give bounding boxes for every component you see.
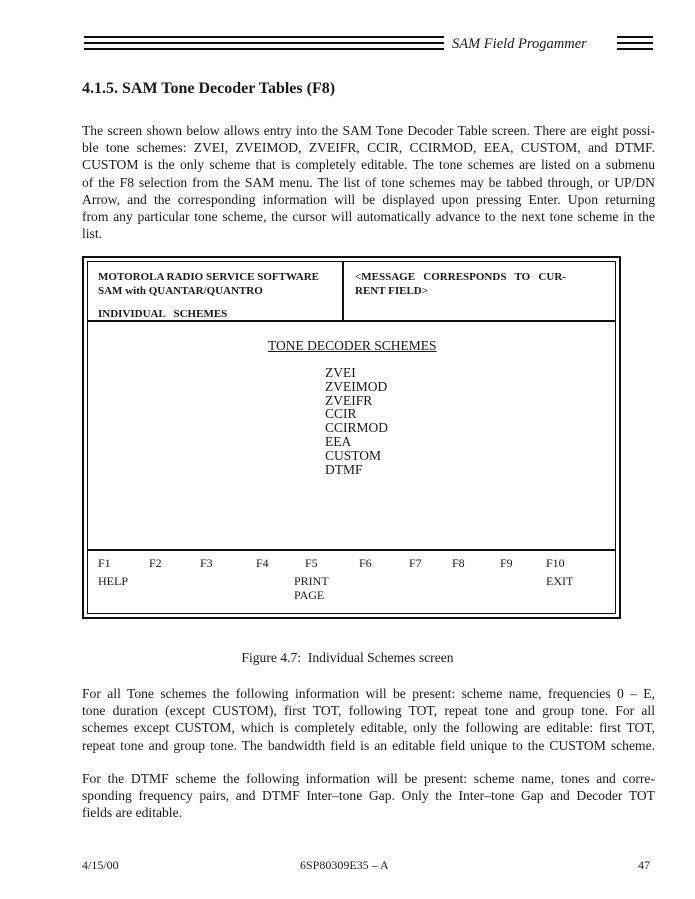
scheme-item-zvei[interactable]: ZVEI bbox=[325, 365, 356, 380]
function-key-f4[interactable]: F4 bbox=[256, 556, 269, 570]
footer-doc-number: 6SP80309E35 – A bbox=[300, 858, 389, 872]
paragraph-line: For all Tone schemes the following information will be present: scheme name, frequencies 0 – E, bbox=[82, 686, 655, 701]
scheme-item-zveifr[interactable]: ZVEIFR bbox=[325, 392, 373, 408]
intro-line: Arrow, and the corresponding information will be displayed upon pressing Enter. Upon returning bbox=[82, 191, 655, 207]
intro-line: of the F8 selection from the SAM menu. The list of tone schemes may be tabbed through, or UP/DN bbox=[82, 174, 655, 190]
function-key-f7[interactable]: F7 bbox=[409, 556, 422, 570]
header-rule-right-2 bbox=[617, 42, 653, 44]
software-title bbox=[98, 270, 319, 298]
intro-line: ble tone schemes: ZVEI, ZVEIMOD, ZVEIFR, CCIR, CCIRMOD, EEA, CUSTOM, and DTMF. bbox=[82, 140, 655, 156]
scheme-item-ccir[interactable]: CCIR bbox=[325, 406, 357, 422]
scheme-item-dtmf[interactable]: DTMF bbox=[325, 461, 363, 477]
tone-schemes-paragraph bbox=[82, 685, 655, 754]
header-rule-left-2 bbox=[84, 42, 444, 44]
exit-action-label[interactable]: EXIT bbox=[546, 574, 574, 588]
intro-paragraph bbox=[82, 122, 655, 242]
function-key-f10[interactable]: F10 bbox=[546, 556, 565, 570]
scheme-item-eea[interactable]: EEA bbox=[325, 433, 352, 449]
scheme-item-zveimod[interactable]: ZVEIMOD bbox=[325, 378, 388, 394]
dtmf-paragraph bbox=[82, 770, 655, 822]
software-title-line: MOTOROLA RADIO SERVICE SOFTWARE bbox=[98, 271, 319, 283]
software-title-line: SAM with QUANTAR/QUANTRO bbox=[98, 285, 263, 297]
header-rule-right-3 bbox=[617, 48, 653, 50]
screen-name: INDIVIDUAL SCHEMES bbox=[98, 308, 228, 320]
scheme-item-custom[interactable]: CUSTOM bbox=[325, 447, 382, 463]
message-field bbox=[355, 270, 566, 298]
header-rule-right-1 bbox=[617, 36, 653, 38]
figure-caption: Figure 4.7: Individual Schemes screen bbox=[241, 650, 454, 665]
function-key-f6[interactable]: F6 bbox=[359, 556, 372, 570]
paragraph-line: schemes except CUSTOM, which is completely editable, only the following are editable: first TOT, bbox=[82, 720, 655, 736]
header-rule-left-3 bbox=[84, 48, 444, 50]
header-rule-left-1 bbox=[84, 36, 444, 38]
message-line: <MESSAGE CORRESPONDS TO CUR- bbox=[355, 271, 566, 283]
function-key-divider bbox=[87, 549, 616, 551]
section-heading: 4.1.5. SAM Tone Decoder Tables (F8) bbox=[82, 80, 336, 97]
function-key-f1[interactable]: F1 bbox=[98, 556, 111, 570]
function-key-f3[interactable]: F3 bbox=[200, 556, 213, 570]
intro-line: The screen shown below allows entry into the SAM Tone Decoder Table screen. There are eight possi- bbox=[82, 123, 655, 138]
print-page-line: PRINT bbox=[294, 574, 329, 588]
print-page-line: PAGE bbox=[294, 588, 325, 602]
print-page-action-label[interactable] bbox=[294, 574, 329, 602]
help-action-label[interactable]: HELP bbox=[98, 574, 128, 588]
paragraph-line: For the DTMF scheme the following information will be present: scheme name, tones and corre- bbox=[82, 771, 655, 786]
tone-decoder-schemes-heading: TONE DECODER SCHEMES bbox=[268, 338, 437, 353]
paragraph-line: tone duration (except CUSTOM), first TOT, following TOT, repeat tone and group tone. For all bbox=[82, 703, 655, 719]
screen-header-vertical-divider bbox=[342, 261, 344, 321]
message-line: RENT FIELD> bbox=[355, 285, 428, 297]
paragraph-line: sponding frequency pairs, and DTMF Inter–tone Gap. Only the Inter–tone Gap and Decoder TOT bbox=[82, 788, 655, 804]
footer-page-number: 47 bbox=[638, 858, 650, 872]
intro-line: list. bbox=[82, 226, 103, 242]
running-header-title: SAM Field Progammer bbox=[452, 36, 587, 52]
function-key-f8[interactable]: F8 bbox=[452, 556, 465, 570]
scheme-item-ccirmod[interactable]: CCIRMOD bbox=[325, 420, 389, 436]
scheme-list bbox=[325, 366, 388, 476]
intro-line: CUSTOM is the only scheme that is completely editable. The tone schemes are listed on a submenu bbox=[82, 157, 655, 173]
function-key-f5[interactable]: F5 bbox=[305, 556, 318, 570]
paragraph-line: fields are editable. bbox=[82, 805, 183, 821]
function-key-f9[interactable]: F9 bbox=[500, 556, 513, 570]
intro-line: from any particular tone scheme, the cursor will automatically advance to the next tone scheme in the bbox=[82, 209, 655, 225]
function-key-f2[interactable]: F2 bbox=[149, 556, 162, 570]
footer-date: 4/15/00 bbox=[82, 858, 119, 872]
paragraph-line: repeat tone and group tone. The bandwidth field is an editable field unique to the CUSTOM scheme. bbox=[82, 737, 655, 753]
